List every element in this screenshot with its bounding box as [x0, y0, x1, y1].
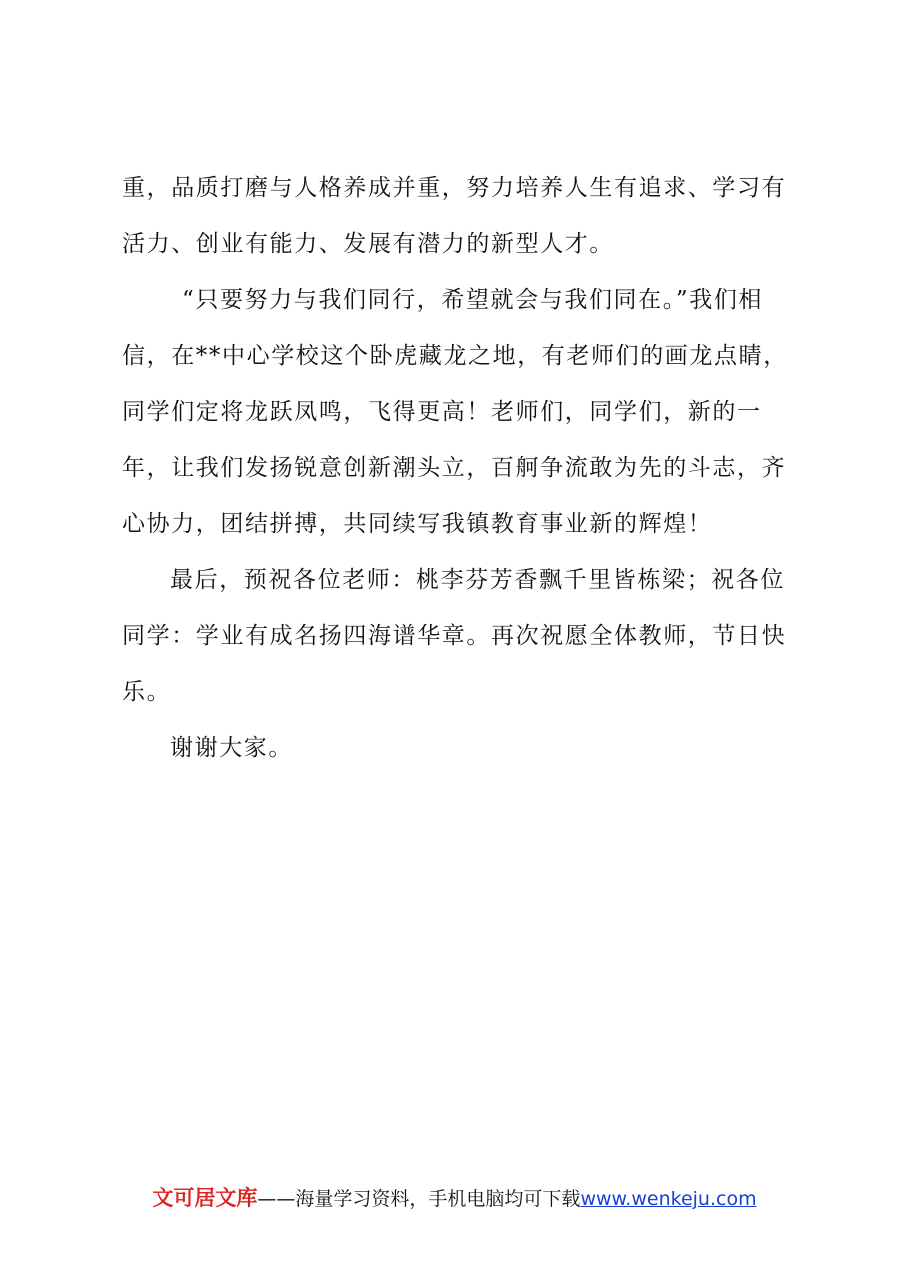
paragraph-line: 乐。 [122, 679, 172, 705]
paragraph-line: 活力、创业有能力、发展有潜力的新型人才。 [122, 231, 614, 257]
footer-tagline: ——海量学习资料，手机电脑均可下载 [257, 1188, 581, 1210]
paragraph-line: “只要努力与我们同行，希望就会与我们同在。”我们相 [182, 287, 764, 313]
paragraph-line: 年，让我们发扬锐意创新潮头立，百舸争流敢为先的斗志，齐 [122, 455, 787, 481]
page-footer [0, 1182, 909, 1212]
paragraph-line: 谢谢大家。 [170, 735, 293, 761]
paragraph-line: 同学们定将龙跃凤鸣，飞得更高！老师们，同学们，新的一 [122, 399, 762, 425]
footer-brand: 文可居文库 [152, 1186, 258, 1210]
paragraph-line: 重，品质打磨与人格养成并重，努力培养人生有追求、学习有 [122, 175, 787, 201]
paragraph-line: 最后，预祝各位老师：桃李芬芳香飘千里皆栋梁；祝各位 [170, 567, 785, 593]
paragraph-line: 心协力，团结拼搏，共同续写我镇教育事业新的辉煌！ [122, 511, 713, 537]
document-body [122, 160, 787, 776]
paragraph-line: 同学：学业有成名扬四海谱华章。再次祝愿全体教师，节日快 [122, 623, 787, 649]
footer-website-link[interactable]: www.wenkeju.com [580, 1188, 757, 1210]
paragraph-line: 信，在**中心学校这个卧虎藏龙之地，有老师们的画龙点睛， [122, 343, 788, 369]
